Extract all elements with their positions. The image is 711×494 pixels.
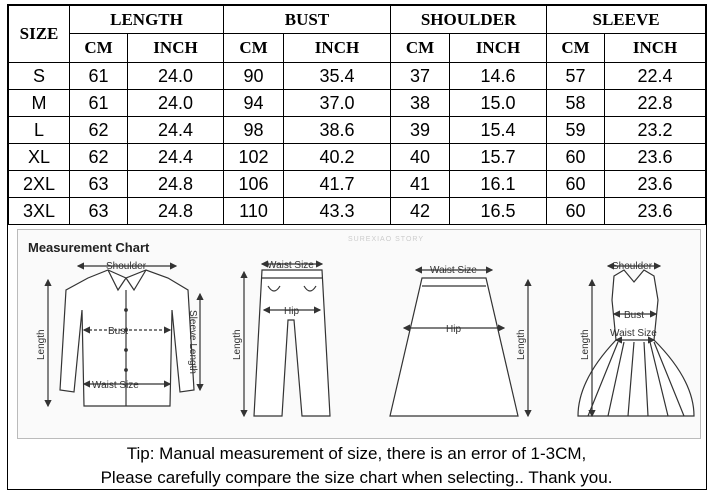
table-row xyxy=(9,90,706,117)
group-header-bust: BUST xyxy=(224,6,391,34)
measurement-cell: 58 xyxy=(547,90,605,117)
table-row xyxy=(9,171,706,198)
unit-header: INCH xyxy=(605,34,706,63)
measurement-cell: 61 xyxy=(70,63,128,90)
tip-line-2: Please carefully compare the size chart when selecting.. Thank you. xyxy=(100,468,613,487)
measurement-cell: 16.1 xyxy=(450,171,547,198)
measurement-cell: 61 xyxy=(70,90,128,117)
measurement-cell: 106 xyxy=(224,171,284,198)
measurement-cell: 60 xyxy=(547,171,605,198)
measurement-cell: 37 xyxy=(391,63,450,90)
measurement-cell: 24.0 xyxy=(128,90,224,117)
measurement-cell: 43.3 xyxy=(284,198,391,225)
dress-diagram xyxy=(578,266,694,416)
pants-hip-label: Hip xyxy=(284,306,300,317)
measurement-cell: 102 xyxy=(224,144,284,171)
skirt-hip-label: Hip xyxy=(446,324,462,335)
pants-length-label: Length xyxy=(232,329,243,360)
measurement-cell: 23.6 xyxy=(605,144,706,171)
measurement-cell: 35.4 xyxy=(284,63,391,90)
tip-line-1: Tip: Manual measurement of size, there is an error of 1-3CM, xyxy=(126,444,587,463)
measurement-cell: 62 xyxy=(70,117,128,144)
unit-header: INCH xyxy=(128,34,224,63)
table-row xyxy=(9,63,706,90)
measurement-cell: 90 xyxy=(224,63,284,90)
measurement-cell: 40.2 xyxy=(284,144,391,171)
measurement-cell: 24.4 xyxy=(128,144,224,171)
measurement-cell: 15.7 xyxy=(450,144,547,171)
measurement-cell: 41.7 xyxy=(284,171,391,198)
dress-bust-label: Bust xyxy=(624,310,645,321)
measurement-cell: 42 xyxy=(391,198,450,225)
garment-diagrams xyxy=(18,230,700,438)
measurement-cell: 63 xyxy=(70,198,128,225)
size-label-cell: XL xyxy=(9,144,70,171)
pants-diagram xyxy=(244,264,330,416)
measurement-cell: 23.6 xyxy=(605,198,706,225)
group-header-shoulder: SHOULDER xyxy=(391,6,547,34)
table-row xyxy=(9,144,706,171)
measurement-cell: 22.4 xyxy=(605,63,706,90)
measurement-cell: 60 xyxy=(547,144,605,171)
measurement-chart-title: Measurement Chart xyxy=(28,240,150,255)
measurement-cell: 37.0 xyxy=(284,90,391,117)
size-table-body xyxy=(9,63,706,225)
unit-header: CM xyxy=(224,34,284,63)
skirt-waist-label: Waist Size xyxy=(430,265,477,276)
skirt-diagram xyxy=(390,270,528,416)
size-label-cell: S xyxy=(9,63,70,90)
measurement-cell: 60 xyxy=(547,198,605,225)
measurement-cell: 14.6 xyxy=(450,63,547,90)
shirt-length-label: Length xyxy=(36,329,47,360)
measurement-cell: 63 xyxy=(70,171,128,198)
measurement-cell: 39 xyxy=(391,117,450,144)
measurement-cell: 24.4 xyxy=(128,117,224,144)
size-label-cell: M xyxy=(9,90,70,117)
measurement-cell: 16.5 xyxy=(450,198,547,225)
measurement-cell: 110 xyxy=(224,198,284,225)
measurement-cell: 94 xyxy=(224,90,284,117)
dress-shoulder-label: Shoulder xyxy=(612,261,653,272)
measurement-cell: 24.8 xyxy=(128,171,224,198)
dress-length-label: Length xyxy=(580,329,591,360)
measurement-cell: 98 xyxy=(224,117,284,144)
dress-waist-label: Waist Size xyxy=(610,328,657,339)
shirt-waist-label: Waist Size xyxy=(92,380,139,391)
unit-header: INCH xyxy=(284,34,391,63)
table-row xyxy=(9,117,706,144)
measurement-cell: 38.6 xyxy=(284,117,391,144)
measurement-cell: 41 xyxy=(391,171,450,198)
measurement-cell: 62 xyxy=(70,144,128,171)
measurement-cell: 23.6 xyxy=(605,171,706,198)
measurement-cell: 23.2 xyxy=(605,117,706,144)
measurement-cell: 24.8 xyxy=(128,198,224,225)
measurement-cell: 24.0 xyxy=(128,63,224,90)
measurement-cell: 15.0 xyxy=(450,90,547,117)
tip-note xyxy=(8,442,705,490)
size-chart-sheet xyxy=(7,4,707,490)
unit-header: INCH xyxy=(450,34,547,63)
unit-header: CM xyxy=(547,34,605,63)
measurement-cell: 38 xyxy=(391,90,450,117)
size-label-cell: 3XL xyxy=(9,198,70,225)
size-label-cell: L xyxy=(9,117,70,144)
size-header: SIZE xyxy=(9,6,70,63)
size-label-cell: 2XL xyxy=(9,171,70,198)
measurement-chart xyxy=(17,229,701,439)
measurement-cell: 22.8 xyxy=(605,90,706,117)
unit-header: CM xyxy=(391,34,450,63)
group-header-length: LENGTH xyxy=(70,6,224,34)
unit-header: CM xyxy=(70,34,128,63)
shirt-sleeve-label: Sleeve Length xyxy=(187,310,198,374)
measurement-cell: 57 xyxy=(547,63,605,90)
size-table xyxy=(8,5,706,225)
shirt-shoulder-label: Shoulder xyxy=(106,261,147,272)
measurement-cell: 40 xyxy=(391,144,450,171)
shirt-bust-label: Bust xyxy=(108,326,129,337)
skirt-length-label: Length xyxy=(516,329,527,360)
pants-waist-label: Waist Size xyxy=(267,260,314,271)
group-header-sleeve: SLEEVE xyxy=(547,6,706,34)
table-row xyxy=(9,198,706,225)
measurement-cell: 15.4 xyxy=(450,117,547,144)
watermark: SUREXIAO STORY xyxy=(348,236,424,243)
measurement-cell: 59 xyxy=(547,117,605,144)
